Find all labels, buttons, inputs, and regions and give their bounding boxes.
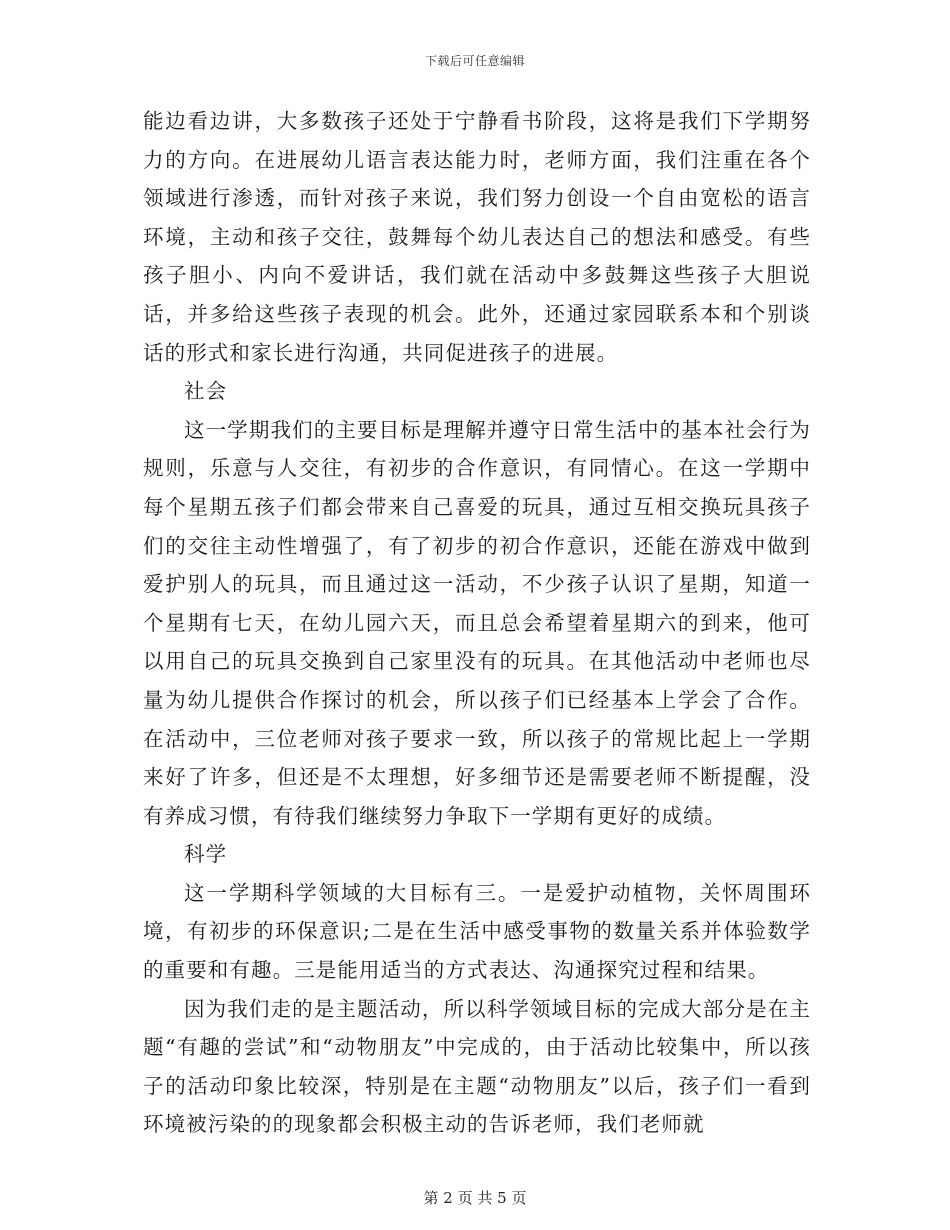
paragraph-social: 这一学期我们的主要目标是理解并遵守日常生活中的基本社会行为规则，乐意与人交往，有初步的合作意识，有同情心。在这一学期中每个星期五孩子们都会带来自己喜爱的玩具，通过互相交换玩具孩子们的交往主动性增强了，有了初步的初合作意识，还能在游戏中做到爱护别人的玩具，而且通过这一活动，不少孩子认识了星期，知道一个星期有七天，在幼儿园六天，而且总会希望着星期六的到来，他可以用自己的玩具交换到自己家里没有的玩具。在其他活动中老师也尽量为幼儿提供合作探讨的机会，所以孩子们已经基本上学会了合作。在活动中，三位老师对孩子要求一致，所以孩子的常规比起上一学期来好了许多，但还是不太理想，好多细节还是需要老师不断提醒，没有养成习惯，有待我们继续努力争取下一学期有更好的成绩。 xyxy=(143,417,811,828)
paragraph-language-continued: 能边看边讲，大多数孩子还处于宁静看书阶段，这将是我们下学期努力的方向。在进展幼儿语言表达能力时，老师方面，我们注重在各个领域进行渗透，而针对孩子来说，我们努力创设一个自由宽松的语言环境，主动和孩子交往，鼓舞每个幼儿表达自己的想法和感受。有些孩子胆小、内向不爱讲话，我们就在活动中多鼓舞这些孩子大胆说话，并多给这些孩子表现的机会。此外，还通过家园联系本和个别谈话的形式和家长进行沟通，共同促进孩子的进展。 xyxy=(143,109,811,365)
page-header-note: 下载后可任意编辑 xyxy=(424,54,525,68)
section-heading-science: 科学 xyxy=(184,842,228,867)
paragraph-science-goals: 这一学期科学领域的大目标有三。一是爱护动植物，关怀周围环境，有初步的环保意识;二是在生活中感受事物的数量关系并体验数学的重要和有趣。三是能用适当的方式表达、沟通探究过程和结果。 xyxy=(143,880,811,983)
page-footer-number: 第 2 页 共 5 页 xyxy=(423,1189,527,1207)
section-heading-social: 社会 xyxy=(184,379,228,404)
paragraph-science-theme: 因为我们走的是主题活动，所以科学领域目标的完成大部分是在主题“有趣的尝试”和“动物朋友”中完成的，由于活动比较集中，所以孩子的活动印象比较深，特别是在主题“动物朋友”以后，孩子们一看到环境被污染的的现象都会积极主动的告诉老师，我们老师就 xyxy=(143,996,811,1137)
document-body xyxy=(143,102,811,1144)
